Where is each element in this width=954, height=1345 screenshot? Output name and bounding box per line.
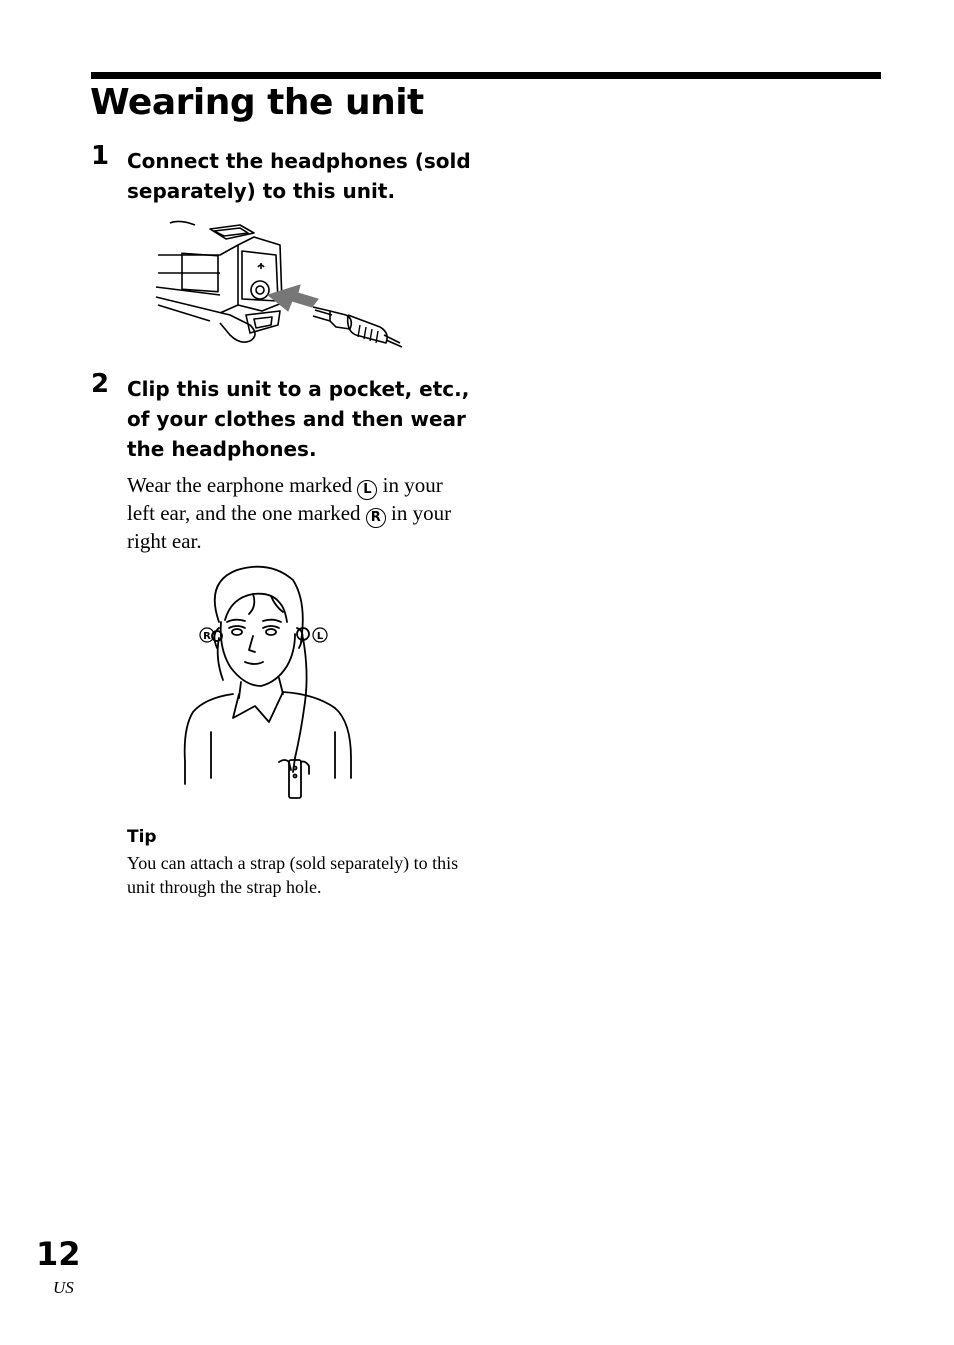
right-ear-label: R [203, 631, 211, 642]
headphone-connection-illustration [150, 215, 410, 355]
instruction-text-2: in your left ear, and the one marked [127, 473, 443, 525]
person-wearing-headphones-illustration [175, 562, 385, 807]
page-number: 12 [36, 1235, 81, 1273]
step-1-number: 1 [91, 141, 110, 171]
instruction-text-1: Wear the earphone marked [127, 473, 353, 497]
right-mark-icon: R [366, 508, 386, 528]
page-region: US [53, 1278, 74, 1297]
step-2-heading: Clip this unit to a pocket, etc., of your clothes and then wear the headphones. [127, 377, 470, 461]
instruction-text-3: in your right ear. [127, 501, 452, 553]
left-mark-icon: L [357, 480, 377, 500]
step-2-instructions [127, 472, 467, 556]
step-1-heading: Connect the headphones (sold separately) to this unit. [127, 149, 471, 203]
left-ear-label: L [316, 631, 324, 642]
tip-heading: Tip [127, 827, 157, 847]
page-title: Wearing the unit [90, 82, 424, 123]
title-rule [91, 72, 881, 79]
tip-text: You can attach a strap (sold separately) to this unit through the strap hole. [127, 853, 459, 897]
step-2-number: 2 [91, 369, 110, 399]
